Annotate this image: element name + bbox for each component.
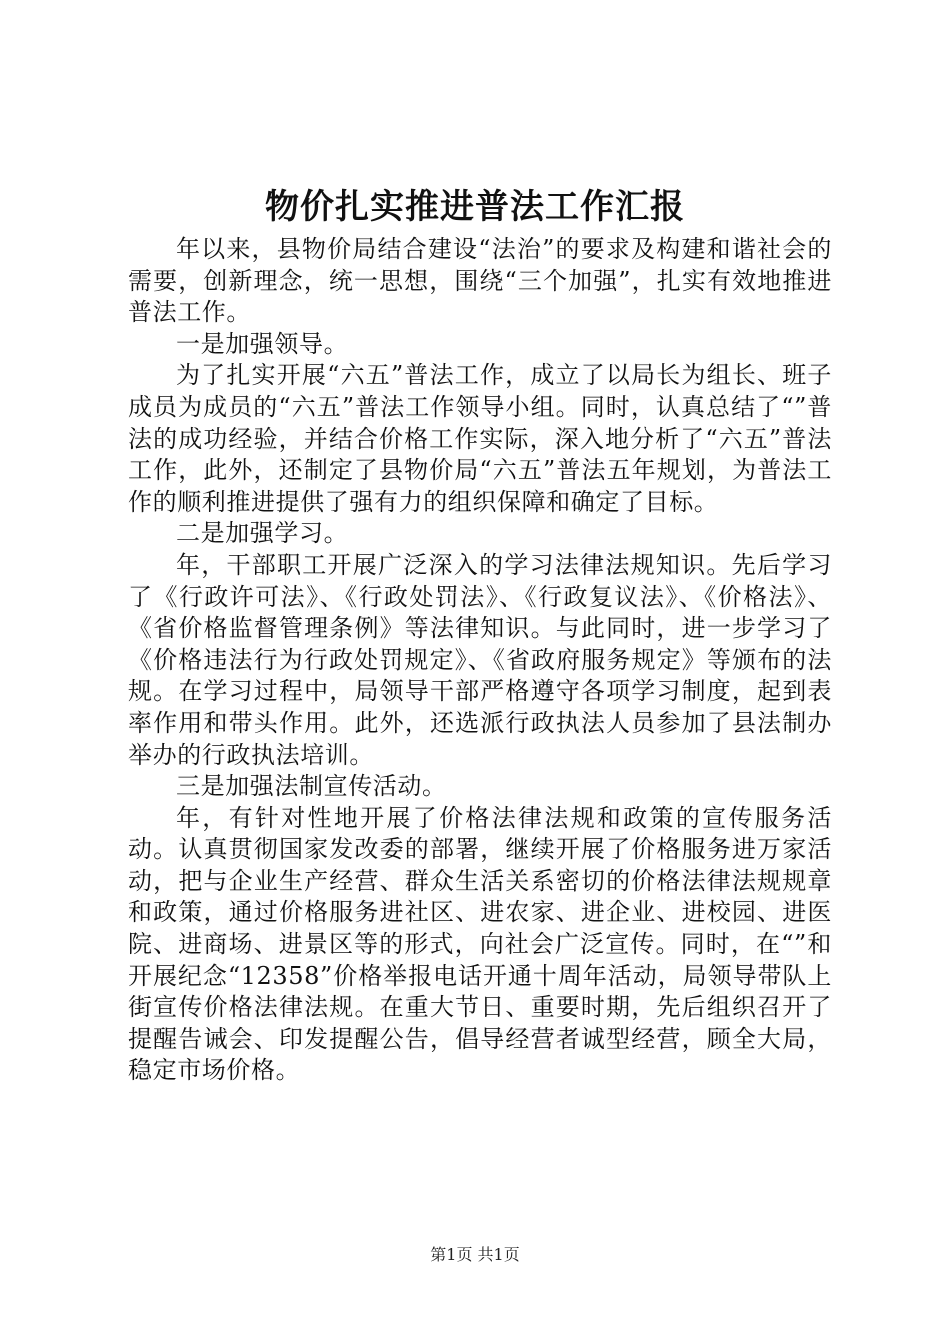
section-heading-study: 二是加强学习。 [176, 519, 349, 548]
section-heading-leadership: 一是加强领导。 [176, 329, 349, 358]
section-heading-publicity: 三是加强法制宣传活动。 [176, 772, 447, 801]
paragraph-leadership: 为了扎实开展“六五”普法工作，成立了以局长为组长、班子成员为成员的“六五”普法工作领导小组。同时，认真总结了“”普法的成功经验，并结合价格工作实际，深入地分析了“六五”普法工作，此外，还制定了县物价局“六五”普法五年规划，为普法工作的顺利推进提供了强有力的组织保障和确定了目标。 [128, 361, 832, 516]
paragraph-intro: 年以来，县物价局结合建设“法治”的要求及构建和谐社会的需要，创新理念，统一思想，围绕“三个加强”，扎实有效地推进普法工作。 [128, 235, 832, 327]
document-title: 物价扎实推进普法工作汇报 [265, 187, 685, 227]
paragraph-study: 年，干部职工开展广泛深入的学习法律法规知识。先后学习了《行政许可法》、《行政处罚法》、《行政复议法》、《价格法》、《省价格监督管理条例》等法律知识。与此同时，进一步学习了《价格违法行为行政处罚规定》、《省政府服务规定》等颁布的法规。在学习过程中，局领导干部严格遵守各项学习制度，起到表率作用和带头作用。此外，还选派行政执法人员参加了县法制办举办的行政执法培训。 [128, 550, 832, 769]
page-footer: 第1页 共1页 [430, 1245, 520, 1264]
paragraph-publicity: 年，有针对性地开展了价格法律法规和政策的宣传服务活动。认真贯彻国家发改委的部署，继续开展了价格服务进万家活动，把与企业生产经营、群众生活关系密切的价格法律法规规章和政策，通过价格服务进社区、进农家、进企业、进校园、进医院、进商场、进景区等的形式，向社会广泛宣传。同时，在“”和开展纪念“12358”价格举报电话开通十周年活动，局领导带队上街宣传价格法律法规。在重大节日、重要时期，先后组织召开了提醒告诫会、印发提醒公告，倡导经营者诚型经营，顾全大局，稳定市场价格。 [128, 803, 832, 1085]
document-body [128, 234, 832, 1087]
